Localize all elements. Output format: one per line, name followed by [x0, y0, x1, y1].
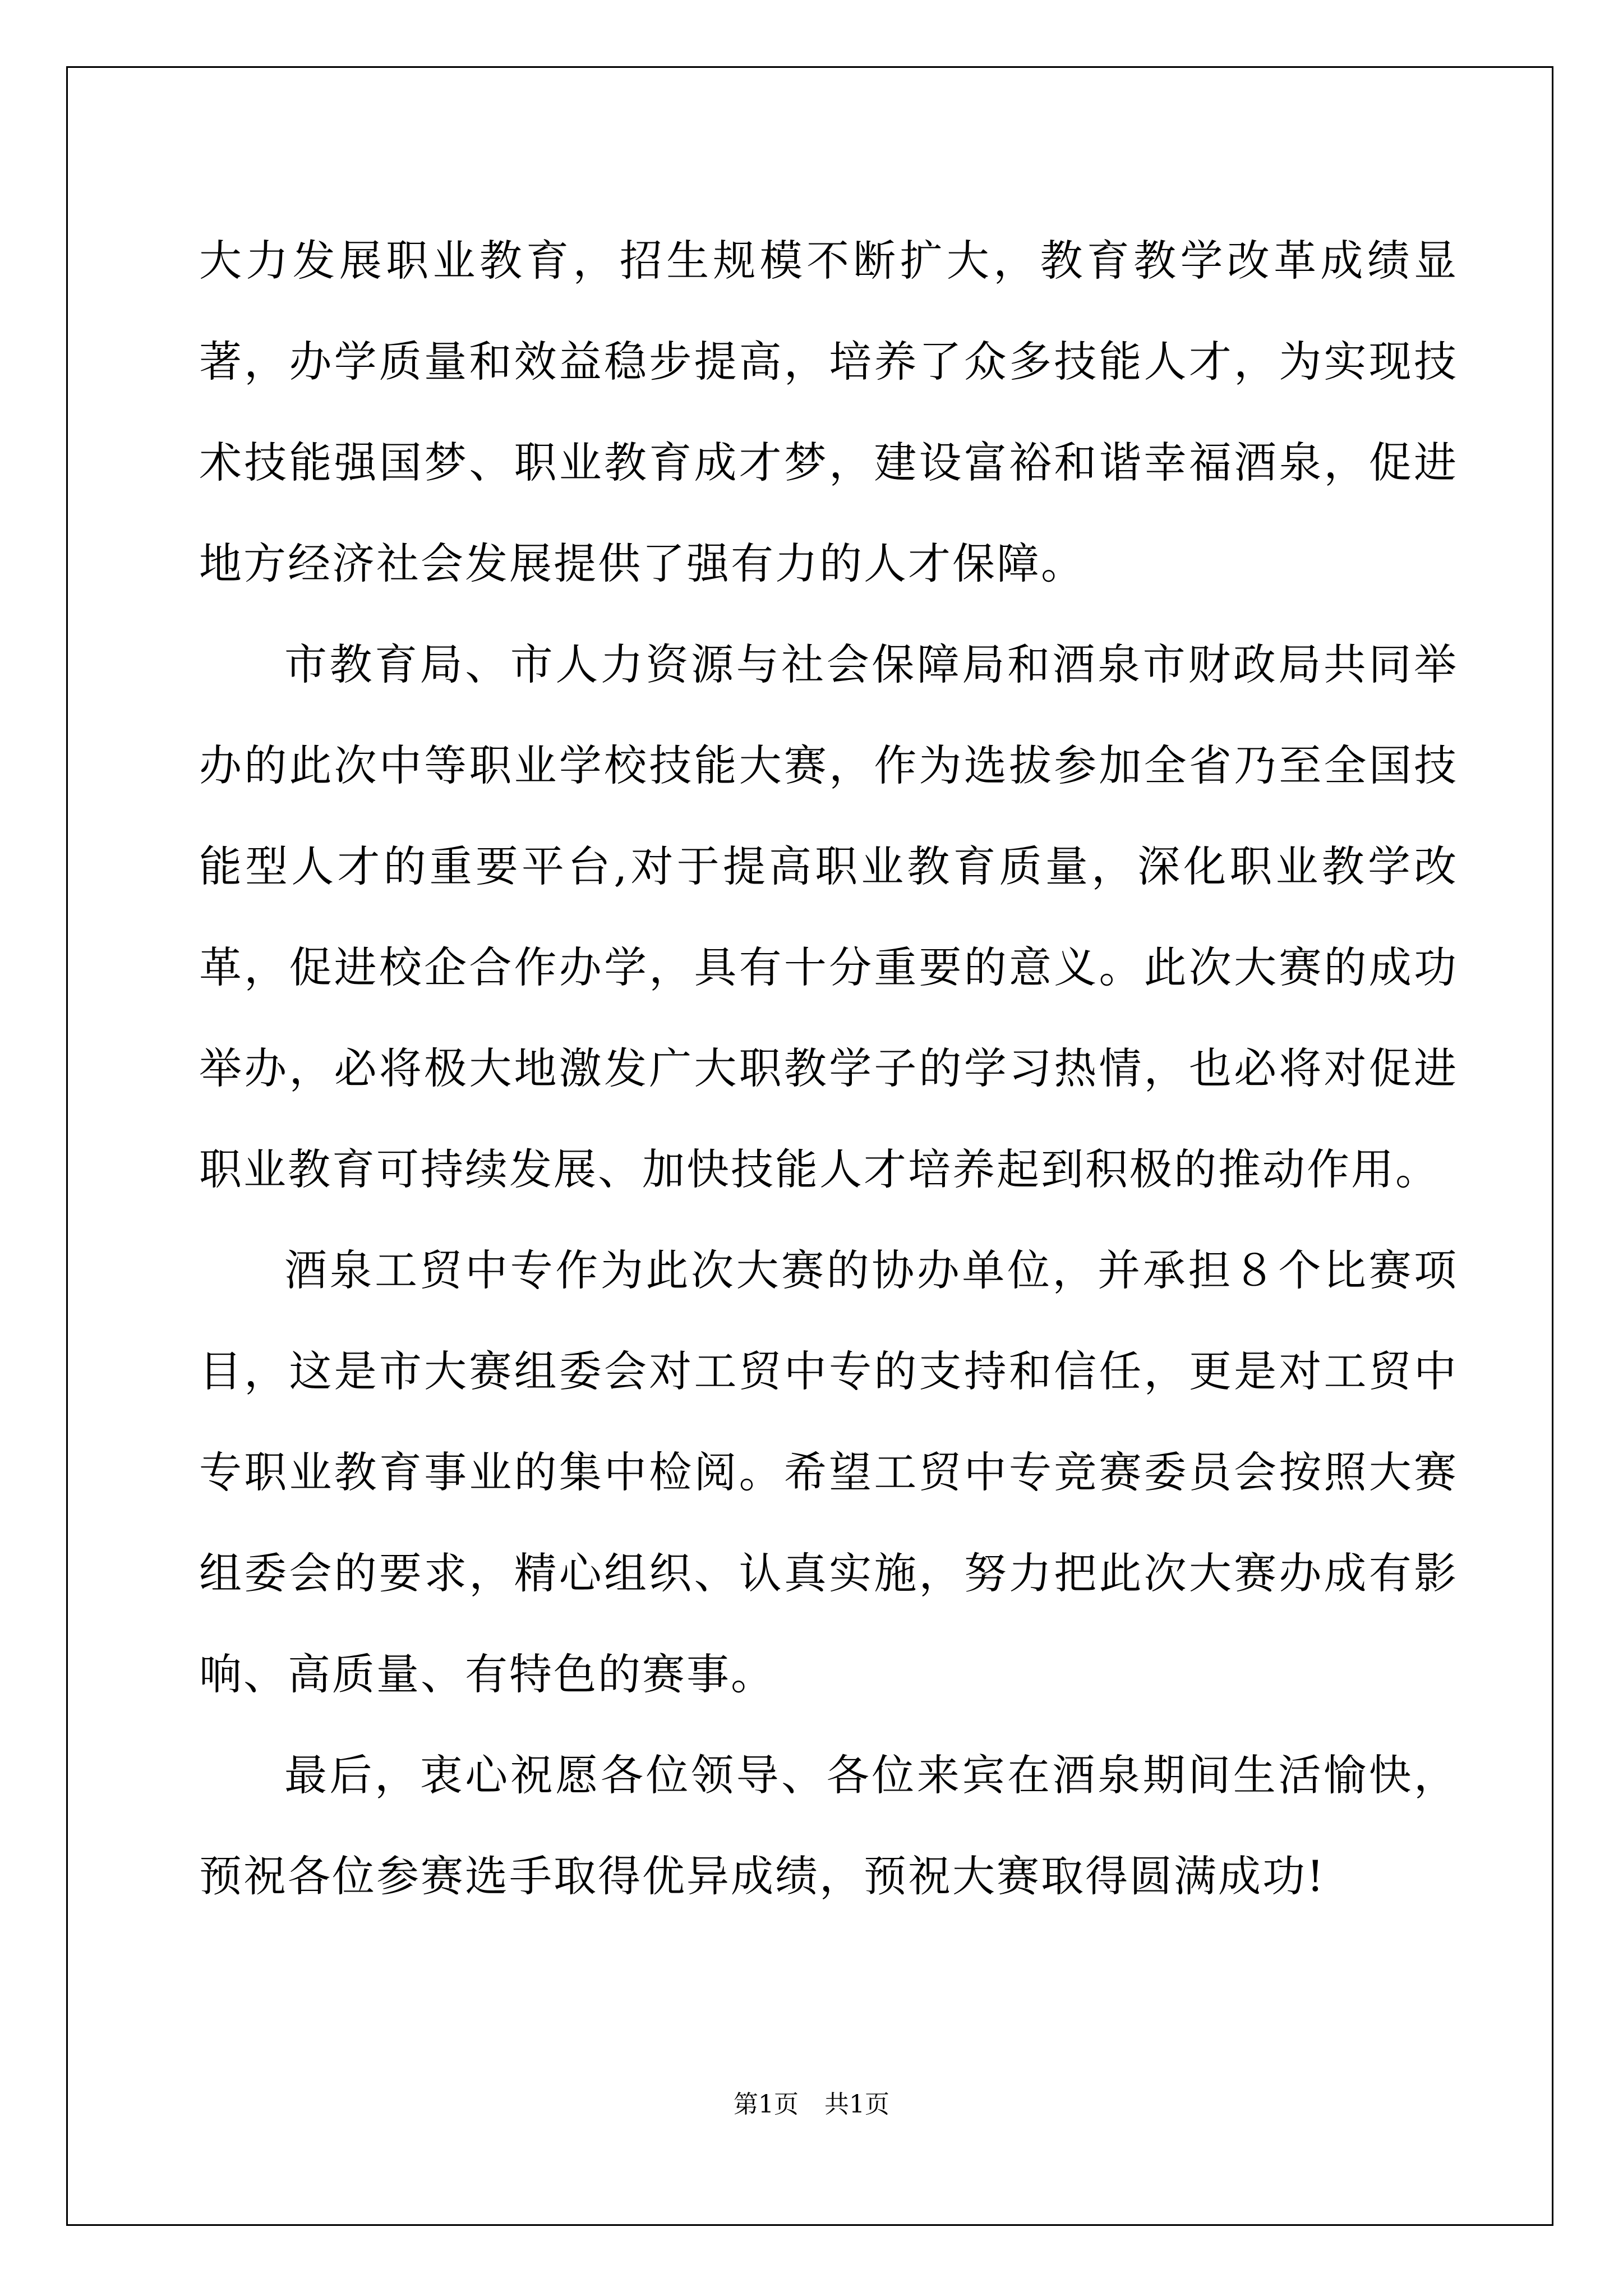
page-footer [0, 2084, 1623, 2120]
paragraph-4: 最后，衷心祝愿各位领导、各位来宾在酒泉期间生活愉快，预祝各位参赛选手取得优异成绩，预祝大赛取得圆满成功! [199, 1750, 1458, 1901]
page-number: 第1页 [734, 2090, 799, 2119]
paragraph-3: 酒泉工贸中专作为此次大赛的协办单位，并承担８个比赛项目，这是市大赛组委会对工贸中专的支持和信任，更是对工贸中专职业教育事业的集中检阅。希望工贸中专竞赛委员会按照大赛组委会的要求，精心组织、认真实施，努力把此次大赛办成有影响、高质量、有特色的赛事。 [199, 1245, 1458, 1699]
page-total: 共1页 [824, 2090, 889, 2119]
document-body [199, 210, 1458, 1927]
paragraph-1: 大力发展职业教育，招生规模不断扩大，教育教学改革成绩显著，办学质量和效益稳步提高，培养了众多技能人才，为实现技术技能强国梦、职业教育成才梦，建设富裕和谐幸福酒泉，促进地方经济社会发展提供了强有力的人才保障。 [199, 236, 1458, 588]
paragraph-2: 市教育局、市人力资源与社会保障局和酒泉市财政局共同举办的此次中等职业学校技能大赛，作为选拔参加全省乃至全国技能型人才的重要平台,对于提高职业教育质量，深化职业教学改革，促进校企合作办学，具有十分重要的意义。此次大赛的成功举办，必将极大地激发广大职教学子的学习热情，也必将对促进职业教育可持续发展、加快技能人才培养起到积极的推动作用。 [199, 639, 1458, 1194]
